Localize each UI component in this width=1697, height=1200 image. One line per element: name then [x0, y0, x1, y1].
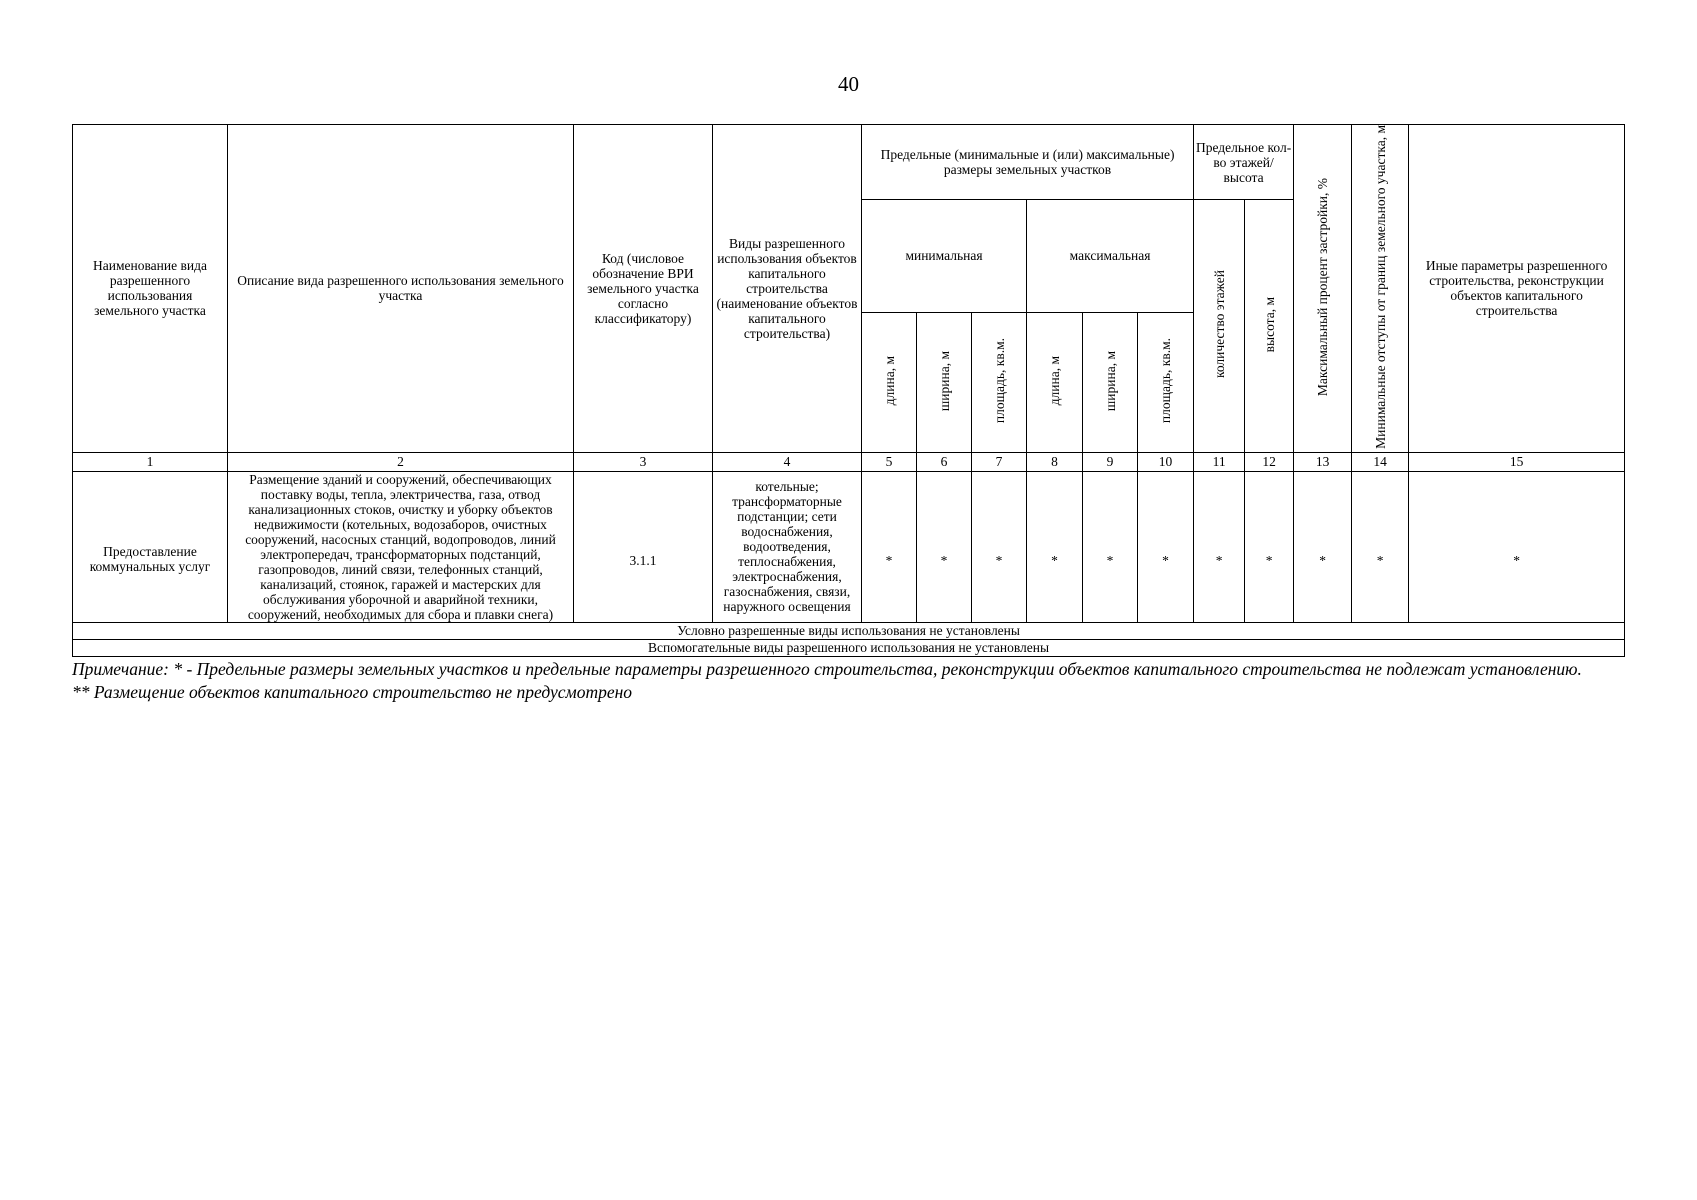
table-row: [73, 471, 1625, 622]
column-number: 13: [1294, 452, 1352, 471]
column-number: 15: [1409, 452, 1625, 471]
column-number: 6: [917, 452, 972, 471]
header-col-15: Иные параметры разрешенного строительства, реконструкции объектов капитального строительства: [1409, 125, 1625, 453]
header-row-1: [73, 125, 1625, 200]
column-numbers-row: [73, 452, 1625, 471]
conditional-uses-row: [73, 622, 1625, 639]
star-cell: *: [1245, 471, 1294, 622]
column-number: 7: [972, 452, 1027, 471]
column-number: 5: [862, 452, 917, 471]
header-col-1: Наименование вида разрешенного использования земельного участка: [73, 125, 228, 453]
construction-objects-cell: котельные; трансформаторные подстанции; сети водоснабжения, водоотведения, теплоснабжения, электроснабжения, газоснабжения, связи, наружного освещения: [713, 471, 862, 622]
column-number: 4: [713, 452, 862, 471]
column-number: 11: [1194, 452, 1245, 471]
footnote: [72, 658, 1632, 704]
star-cell: *: [862, 471, 917, 622]
column-number: 12: [1245, 452, 1294, 471]
auxiliary-uses-row: [73, 639, 1625, 656]
header-col-9: ширина, м: [1083, 312, 1138, 452]
star-cell: *: [917, 471, 972, 622]
star-cell: *: [1294, 471, 1352, 622]
column-number: 2: [228, 452, 574, 471]
footnote-line-2: ** Размещение объектов капитального строительство не предусмотрено: [72, 682, 633, 702]
star-cell: *: [1138, 471, 1194, 622]
column-number: 10: [1138, 452, 1194, 471]
star-cell: *: [1194, 471, 1245, 622]
use-description-cell: Размещение зданий и сооружений, обеспечивающих поставку воды, тепла, электричества, газа, отвод канализационных стоков, очистку и уборку объектов недвижимости (котельных, водозаборов, очистных сооружений, насосных станций, водопроводов, линий электропередач, трансформаторных подстанций, газопроводов, линий связи, телефонных станций, канализаций, стоянок, гаражей и мастерских для обслуживания уборочной и аварийной техники, сооружений, необходимых для сбора и плавки снега): [228, 471, 574, 622]
header-col-7: площадь, кв.м.: [972, 312, 1027, 452]
star-cell: *: [1027, 471, 1083, 622]
column-number: 8: [1027, 452, 1083, 471]
column-number: 3: [574, 452, 713, 471]
header-col-8: длина, м: [1027, 312, 1083, 452]
header-col-14: Минимальные отступы от границ земельного участка, м: [1352, 125, 1409, 453]
conditional-uses-text: Условно разрешенные виды использования не установлены: [73, 622, 1625, 639]
header-col-3: Код (числовое обозначение ВРИ земельного участка согласно классификатору): [574, 125, 713, 453]
header-sub-max: максимальная: [1027, 200, 1194, 313]
header-col-12: высота, м: [1245, 200, 1294, 453]
use-name-cell: Предоставление коммунальных услуг: [73, 471, 228, 622]
star-cell: *: [1352, 471, 1409, 622]
column-number: 9: [1083, 452, 1138, 471]
footnote-line-1: Примечание: * - Предельные размеры земельных участков и предельные параметры разрешенного строительства, реконструкции объектов капитального строительства не подлежат установлению.: [72, 659, 1582, 679]
header-col-13: Максимальный процент застройки, %: [1294, 125, 1352, 453]
use-code-cell: 3.1.1: [574, 471, 713, 622]
header-col-10: площадь, кв.м.: [1138, 312, 1194, 452]
page-number: 40: [838, 72, 859, 96]
header-col-4: Виды разрешенного использования объектов капитального строительства (наименование объектов капитального строительства): [713, 125, 862, 453]
zoning-regulations-table: [72, 124, 1625, 657]
header-col-2: Описание вида разрешенного использования земельного участка: [228, 125, 574, 453]
star-cell: *: [972, 471, 1027, 622]
star-cell: *: [1083, 471, 1138, 622]
header-col-6: ширина, м: [917, 312, 972, 452]
header-col-5: длина, м: [862, 312, 917, 452]
header-col-11: количество этажей: [1194, 200, 1245, 453]
auxiliary-uses-text: Вспомогательные виды разрешенного использования не установлены: [73, 639, 1625, 656]
header-group-floors: Предельное кол-во этажей/ высота: [1194, 125, 1294, 200]
column-number: 14: [1352, 452, 1409, 471]
star-cell: *: [1409, 471, 1625, 622]
header-group-sizes: Предельные (минимальные и (или) максимальные) размеры земельных участков: [862, 125, 1194, 200]
column-number: 1: [73, 452, 228, 471]
header-sub-min: минимальная: [862, 200, 1027, 313]
